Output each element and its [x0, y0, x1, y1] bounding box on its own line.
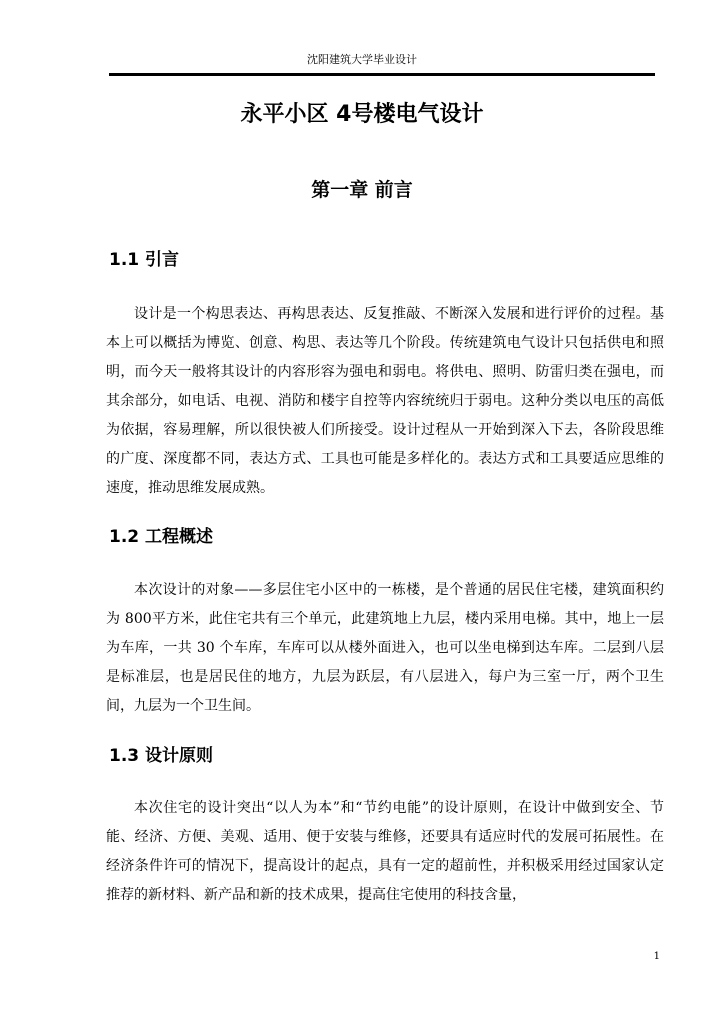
running-header: 沈阳建筑大学毕业设计	[307, 53, 417, 66]
page-number: 1	[653, 951, 660, 962]
chapter-title: 第一章 前言	[311, 179, 413, 201]
section-paragraph-overview: 本次设计的对象——多层住宅小区中的一栋楼，是个普通的居民住宅楼，建筑面积约为 800平方米，此住宅共有三个单元，此建筑地上九层，楼内采用电梯。其中，地上一层为车库，一共 30 个车库，车库可以从楼外面进入，也可以坐电梯到达车库。二层到八层是标准层，也是居民住的地方，九层为跃层，有八层进入，每户为三室一厅，两个卫生间，九层为一个卫生间。	[106, 582, 664, 714]
header-divider	[109, 73, 655, 76]
document-title: 永平小区 4号楼电气设计	[240, 102, 484, 127]
section-paragraph-principles: 本次住宅的设计突出“以人为本”和“节约电能”的设计原则，在设计中做到安全、节能、经济、方便、美观、适用、便于安装与维修，还要具有适应时代的发展可拓展性。在经济条件许可的情况下，提高设计的起点，具有一定的超前性，并积极采用经过国家认定推荐的新材料、新产品和新的技术成果，提高住宅使用的科技含量，	[106, 800, 664, 903]
section-heading-intro: 1.1 引言	[109, 250, 180, 270]
section-paragraph-intro: 设计是一个构思表达、再构思表达、反复推敲、不断深入发展和进行评价的过程。基本上可以概括为博览、创意、构思、表达等几个阶段。传统建筑电气设计只包括供电和照明，而今天一般将其设计的内容形容为强电和弱电。将供电、照明、防雷归类在强电，而其余部分，如电话、电视、消防和楼宇自控等内容统统归于弱电。这种分类以电压的高低为依据，容易理解，所以很快被人们所接受。设计过程从一开始到深入下去，各阶段思维的广度、深度都不同，表达方式、工具也可能是多样化的。表达方式和工具要适应思维的速度，推动思维发展成熟。	[106, 306, 664, 496]
section-heading-principles: 1.3 设计原则	[109, 746, 214, 766]
section-heading-overview: 1.2 工程概述	[109, 527, 214, 547]
